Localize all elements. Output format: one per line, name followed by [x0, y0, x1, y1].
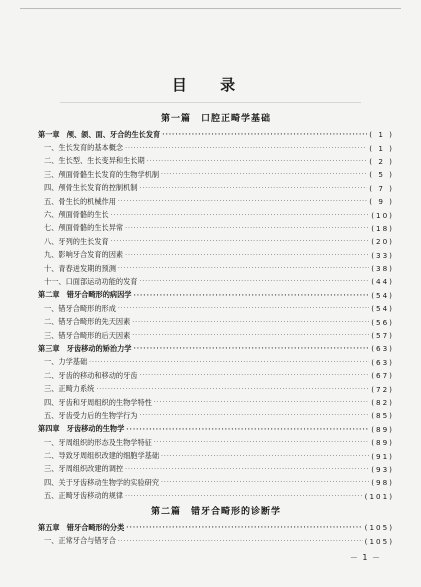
toc-section-entry: [38, 382, 394, 395]
toc-section-entry: [38, 329, 394, 342]
entry-label: 二、错牙合畸形的先天因素: [44, 317, 131, 327]
entry-page-number: (91): [371, 451, 394, 461]
entry-page-number: (54): [371, 304, 394, 314]
entry-label: 三、牙周组织改建的调控: [44, 464, 124, 474]
entry-page-number: ( 7 ): [369, 183, 394, 193]
entry-page-number: ( 5 ): [369, 170, 394, 180]
leader-dots: [132, 319, 369, 326]
leader-dots: [161, 479, 369, 486]
toc-section-entry: [38, 155, 394, 168]
toc-section-entry: [38, 275, 394, 288]
entry-label: 四、颅骨生长发育的控制机制: [44, 183, 138, 193]
leader-dots: [125, 466, 369, 473]
toc-section-entry: [38, 182, 394, 195]
leader-dots: [154, 439, 369, 446]
part-title: 第一篇 口腔正畸学基础: [160, 114, 271, 124]
toc-chapter-entry: [38, 128, 394, 141]
entry-page-number: (89): [371, 438, 394, 448]
entry-label: 三、正畸力系统: [44, 384, 95, 394]
entry-page-number: (82): [371, 398, 394, 407]
entry-page-number: ( 9 ): [369, 197, 394, 207]
part-title: 第二篇 错牙合畸形的诊断学: [150, 506, 281, 517]
entry-page-number: (56): [371, 317, 394, 327]
entry-page-number: (38): [371, 264, 394, 274]
table-of-contents: [38, 110, 394, 548]
leader-dots: [118, 538, 363, 545]
toc-section-entry: [38, 396, 394, 409]
entry-page-number: ( 1 ): [369, 130, 394, 140]
toc-chapter-entry: [38, 342, 394, 355]
toc-chapter-entry: [38, 521, 394, 534]
entry-label: 三、错牙合畸形的后天因素: [44, 330, 131, 340]
title-rule: [60, 102, 361, 103]
leader-dots: [147, 158, 368, 165]
leader-dots: [126, 524, 362, 531]
entry-page-number: (67): [371, 371, 394, 381]
leader-dots: [125, 252, 369, 259]
entry-label: 二、导致牙周组织改建的细胞学基础: [44, 451, 160, 461]
entry-label: 一、生长发育的基本概念: [44, 143, 124, 153]
toc-section-entry: [38, 369, 394, 382]
entry-page-number: (33): [371, 250, 394, 260]
entry-page-number: (72): [371, 384, 394, 394]
entry-page-number: (18): [371, 223, 394, 233]
toc-section-entry: [38, 490, 394, 503]
leader-dots: [139, 185, 367, 192]
leader-dots: [133, 292, 369, 299]
entry-label: 第五章 错牙合畸形的分类: [38, 522, 125, 532]
entry-page-number: (101): [364, 491, 394, 501]
leader-dots: [125, 493, 363, 500]
leader-dots: [161, 171, 367, 178]
leader-dots: [125, 225, 369, 232]
entry-page-number: (105): [364, 523, 394, 533]
leader-dots: [139, 278, 369, 285]
entry-page-number: (98): [371, 478, 394, 488]
entry-label: 三、颅面骨骼生长发育的生物学机制: [44, 169, 160, 179]
entry-page-number: (44): [371, 277, 394, 287]
toc-chapter-entry: [38, 423, 394, 436]
toc-section-entry: [38, 141, 394, 154]
entry-label: 二、生长型、生长变异和生长期: [44, 156, 145, 166]
entry-label: 一、力学基础: [44, 357, 88, 367]
leader-dots: [126, 426, 369, 433]
leader-dots: [89, 359, 369, 366]
toc-chapter-entry: [38, 289, 394, 302]
entry-page-number: (54): [371, 290, 394, 300]
entry-page-number: (63): [371, 344, 394, 354]
entry-label: 第二章 错牙合畸形的病因学: [38, 290, 132, 300]
entry-page-number: (85): [371, 411, 394, 421]
entry-label: 十、青春迸发期的预测: [44, 263, 116, 273]
leader-dots: [162, 131, 367, 138]
entry-page-number: (57): [371, 331, 394, 341]
leader-dots: [139, 412, 369, 419]
entry-label: 一、牙周组织的形态及生物学特征: [44, 437, 152, 447]
toc-section-entry: [38, 235, 394, 248]
entry-label: 七、颅面骨骼的生长异常: [44, 223, 124, 233]
toc-section-entry: [38, 476, 394, 489]
entry-label: 九、影响牙合发育的因素: [44, 250, 124, 260]
toc-section-entry: [38, 195, 394, 208]
toc-section-entry: [38, 249, 394, 262]
leader-dots: [154, 399, 369, 406]
entry-page-number: (93): [371, 464, 394, 474]
entry-page-number: ( 1 ): [369, 143, 394, 153]
entry-label: 五、正畸牙齿移动的规律: [44, 491, 124, 501]
leader-dots: [111, 238, 370, 245]
toc-section-entry: [38, 449, 394, 462]
leader-dots: [118, 198, 367, 205]
toc-section-entry: [38, 302, 394, 315]
entry-label: 一、正常牙合与错牙合: [44, 536, 116, 546]
entry-page-number: ( 2 ): [369, 156, 394, 166]
entry-page-number: (63): [371, 357, 394, 367]
leader-dots: [125, 145, 367, 152]
leader-dots: [96, 386, 369, 393]
toc-section-entry: [38, 168, 394, 181]
toc-section-entry: [38, 356, 394, 369]
toc-section-entry: [38, 262, 394, 275]
entry-page-number: (20): [371, 237, 394, 247]
page-number: － 1 －: [349, 553, 381, 562]
toc-section-entry: [38, 409, 394, 422]
leader-dots: [111, 212, 370, 219]
toc-section-entry: [38, 208, 394, 221]
entry-page-number: (105): [364, 536, 394, 546]
page-title: 目 录: [171, 76, 250, 94]
toc-section-entry: [38, 436, 394, 449]
entry-label: 一、错牙合畸形的形成: [44, 303, 116, 313]
leader-dots: [139, 372, 369, 379]
entry-label: 五、骨生长的机械作用: [44, 196, 116, 206]
toc-section-entry: [38, 463, 394, 476]
toc-section-entry: [38, 222, 394, 235]
entry-page-number: (10): [371, 210, 394, 220]
leader-dots: [161, 453, 369, 460]
entry-label: 八、牙列的生长发育: [44, 236, 109, 246]
top-rule: [20, 8, 401, 9]
leader-dots: [118, 265, 369, 272]
toc-section-entry: [38, 534, 394, 547]
leader-dots: [132, 332, 369, 339]
entry-label: 五、牙齿受力后的生物学行为: [44, 410, 138, 420]
entry-label: 第四章 牙齿移动的生物学: [38, 424, 125, 434]
leader-dots: [133, 345, 369, 352]
entry-label: 第一章 颅、颌、面、牙合的生长发育: [38, 129, 161, 139]
entry-label: 第三章 牙齿移动的矫治力学: [38, 343, 132, 353]
leader-dots: [118, 305, 369, 312]
entry-label: 四、关于牙齿移动生物学的实验研究: [44, 477, 160, 487]
toc-section-entry: [38, 315, 394, 328]
entry-label: 十一、口面部运动功能的发育: [44, 276, 138, 286]
entry-label: 四、牙齿和牙周组织的生物学特性: [44, 397, 152, 407]
entry-page-number: (89): [371, 424, 394, 434]
entry-label: 二、牙齿的移动和移动的牙齿: [44, 370, 138, 380]
entry-label: 六、颅面骨骼的生长: [44, 210, 109, 220]
